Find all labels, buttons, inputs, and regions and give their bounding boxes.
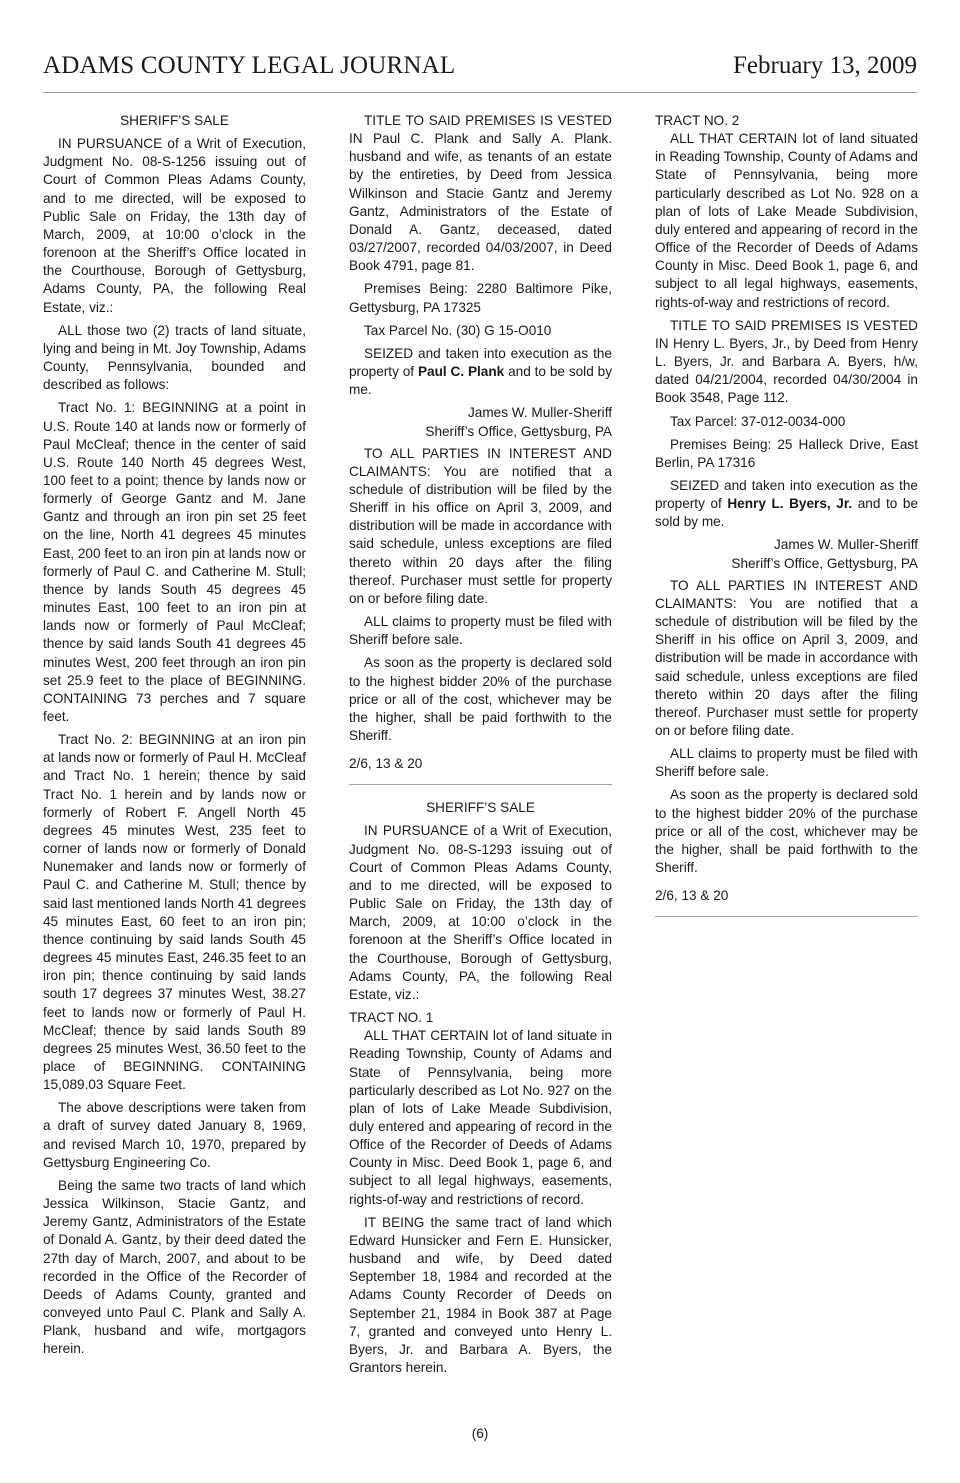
publication-dates: 2/6, 13 & 20 bbox=[655, 888, 729, 904]
masthead bbox=[43, 52, 917, 93]
journal-title: ADAMS COUNTY LEGAL JOURNAL bbox=[43, 52, 456, 79]
column-3 bbox=[655, 112, 918, 931]
defendant-name: Paul C. Plank bbox=[417, 364, 505, 380]
paragraph: The above descriptions were taken from a draft of survey dated January 8, 1969, and revised March 10, 1970, prepared by Gettysburg Engineering Co. bbox=[43, 1100, 306, 1170]
section-heading: SHERIFF’S SALE bbox=[426, 800, 535, 816]
seized-text: SEIZED and taken into execution as the property of bbox=[349, 345, 612, 380]
paragraph: ALL those two (2) tracts of land situate, lying and being in Mt. Joy Township, Adams County, Pennsylvania, bounded and described as follows: bbox=[43, 322, 306, 393]
paragraph: IT BEING the same tract of land which Edward Hunsicker and Fern E. Hunsicker, husband and wife, by Deed dated September 18, 1984 and recorded at the Adams County Recorder of Deeds on September 21, 1984 in Book 387 at Page 7, granted and conveyed unto Henry L. Byers, Jr. and Barbara A. Byers, the Grantors herein. bbox=[349, 1214, 612, 1375]
divider bbox=[655, 916, 918, 917]
paragraph: TITLE TO SAID PREMISES IS VESTED IN Henry L. Byers, Jr., by Deed from Henry L. Byers, Jr. and Barbara A. Byers, h/w, dated 04/21/2004, recorded 04/30/2004 in Book 3548, Page 112. bbox=[655, 317, 918, 406]
paragraph: TO ALL PARTIES IN INTEREST AND CLAIMANTS: You are notified that a schedule of distribution will be filed by the Sheriff in his office on April 3, 2009, and distribution will be made in accordance with said schedule, unless exceptions are filed thereto within 20 days after the filing thereof. Purchaser must settle for property on or before filing date. bbox=[349, 445, 612, 606]
paragraph: ALL claims to property must be filed with Sheriff before sale. bbox=[349, 614, 612, 648]
paragraph: IN PURSUANCE of a Writ of Execution, Judgment No. 08-S-1256 issuing out of Court of Common Pleas Adams County, and to me directed, will be exposed to Public Sale on Friday, the 13th day of March, 2009, at 10:00 o’clock in the forenoon at the Sheriff’s Office located in the Courthouse, Borough of Gettysburg, Adams County, PA, the following Real Estate, viz.: bbox=[43, 136, 306, 315]
paragraph: TITLE TO SAID PREMISES IS VESTED IN Paul C. Plank and Sally A. Plank. husband and wife, as tenants of an estate by the entireties, by Deed from Jessica Wilkinson and Stacie Gantz and Jeremy Gantz, Administrators of the Estate of Donald A. Gantz, deceased, dated 03/27/2007, recorded 04/03/2007, in Deed Book 4791, page 81. bbox=[349, 113, 612, 274]
tract-heading: TRACT NO. 1 bbox=[349, 1010, 434, 1026]
paragraph: TO ALL PARTIES IN INTEREST AND CLAIMANTS: You are notified that a schedule of distribution will be filed by the Sheriff in his office on April 3, 2009, and distribution will be made in accordance with said schedule, unless exceptions are filed thereto within 20 days after the filing thereof. Purchaser must settle for property on or before filing date. bbox=[655, 577, 918, 738]
paragraph: ALL claims to property must be filed with Sheriff before sale. bbox=[655, 746, 918, 780]
paragraph: Being the same two tracts of land which Jessica Wilkinson, Stacie Gantz, and Jeremy Gantz, Administrators of the Estate of Donald A. Gantz, by their deed dated the 27th day of March, 2007, and about to be recorded in the Office of the Recorder of Deeds of Adams County, granted and conveyed unto Paul C. Plank and Sally A. Plank, husband and wife, mortgagors herein. bbox=[43, 1177, 306, 1357]
seized-paragraph bbox=[349, 345, 612, 399]
sheriff-signature: James W. Muller-Sheriff bbox=[467, 405, 612, 421]
paragraph: Premises Being: 2280 Baltimore Pike, Gettysburg, PA 17325 bbox=[349, 281, 612, 315]
seized-text: SEIZED and taken into execution as the property of bbox=[655, 477, 918, 512]
seized-paragraph bbox=[655, 477, 918, 531]
paragraph: IN PURSUANCE of a Writ of Execution, Judgment No. 08-S-1293 issuing out of Court of Common Pleas Adams County, and to me directed, will be exposed to Public Sale on Friday, the 13th day of March, 2009, at 10:00 o’clock in the forenoon at the Sheriff’s Office located in the Courthouse, Borough of Gettysburg, Adams County, PA, the following Real Estate, viz.: bbox=[349, 823, 612, 1002]
tract-heading: TRACT NO. 2 bbox=[655, 113, 740, 128]
defendant-name: Henry L. Byers, Jr. bbox=[727, 496, 853, 512]
paragraph: Tract No. 2: BEGINNING at an iron pin at lands now or formerly of Paul H. McCleaf and Tract No. 1 herein; thence by said Tract No. 1 herein and by lands now or formerly of Robert F. Angell North 45 degrees 45 minutes West, 235 feet to corner of lands now or formerly of Donald Nunemaker and lands now or formerly of Paul C. and Catherine M. Stull; thence by said last mentioned lands North 41 degrees 45 minutes East, 60 feet to an iron pin; thence continuing by said lands South 45 degrees 45 minutes East, 246.35 feet to an iron pin; thence continuing by said lands south 17 degrees 37 minutes West, 38.27 feet to lands now or formerly of Paul H. McCleaf; thence by said lands South 89 degrees 25 minutes West, 36.50 feet to the place of BEGINNING. CONTAINING 15,089.03 Square Feet. bbox=[43, 732, 306, 1093]
seized-text-end: and to be sold by me. bbox=[349, 364, 612, 398]
paragraph: Tract No. 1: BEGINNING at a point in U.S. Route 140 at lands now or formerly of Paul McCleaf; thence in the center of said U.S. Route 140 North 45 degrees West, 100 feet to a point; thence by lands now or formerly of George Gantz and M. Jane Gantz and through an iron pin set 25 feet on the line, North 41 degrees 45 minutes East, 200 feet to an iron pin at lands now or formerly of Paul C. and Catherine M. Stull; thence by lands South 45 degrees 45 minutes East, 100 feet to an iron pin at lands now or formerly of Paul McCleaf; thence by said lands South 41 degrees 45 minutes West, 200 feet through an iron pin set 25.9 feet to the place of BEGINNING. CONTAINING 73 perches and 7 square feet. bbox=[43, 400, 306, 724]
paragraph: ALL THAT CERTAIN lot of land situated in Reading Township, County of Adams and State of Pennsylvania, being more particularly described as Lot No. 928 on a plan of lots of Lake Meade Subdivision, duly entered and appearing of record in the Office of the Recorder of Deeds of Adams County in Misc. Deed Book 1, page 6, and subject to all legal highways, easements, rights-of-way and restrictions of record. bbox=[655, 131, 918, 310]
paragraph: Premises Being: 25 Halleck Drive, East Berlin, PA 17316 bbox=[655, 436, 918, 470]
sheriff-office: Sheriff’s Office, Gettysburg, PA bbox=[731, 555, 918, 571]
divider bbox=[349, 784, 612, 785]
seized-text-end: and to be sold by me. bbox=[655, 496, 918, 530]
sheriff-signature: James W. Muller-Sheriff bbox=[773, 537, 918, 553]
publication-dates: 2/6, 13 & 20 bbox=[349, 756, 423, 772]
paragraph: As soon as the property is declared sold to the highest bidder 20% of the purchase price or all of the cost, whichever may be the higher, shall be paid forthwith to the Sheriff. bbox=[349, 655, 612, 743]
column-1 bbox=[43, 112, 306, 1363]
sheriff-office: Sheriff’s Office, Gettysburg, PA bbox=[425, 423, 612, 439]
column-2 bbox=[349, 112, 612, 1382]
paragraph: ALL THAT CERTAIN lot of land situate in Reading Township, County of Adams and State of Pennsylvania, being more particularly described as Lot No. 927 on the plan of lots of Lake Meade Subdivision, duly entered and appearing of record in the Office of the Recorder of Deeds of Adams County in Misc. Deed Book 1, page 6, and subject to all legal highways, easements, rights-of-way and restrictions of record. bbox=[349, 1028, 612, 1207]
issue-date: February 13, 2009 bbox=[733, 52, 917, 79]
paragraph: As soon as the property is declared sold to the highest bidder 20% of the purchase price or all of the cost, whichever may be the higher, shall be paid forthwith to the Sheriff. bbox=[655, 787, 918, 876]
page-number: (6) bbox=[471, 1426, 489, 1441]
section-heading: SHERIFF’S SALE bbox=[120, 113, 229, 128]
paragraph: Tax Parcel: 37-012-0034-000 bbox=[670, 413, 846, 429]
paragraph: Tax Parcel No. (30) G 15-O010 bbox=[364, 322, 552, 338]
